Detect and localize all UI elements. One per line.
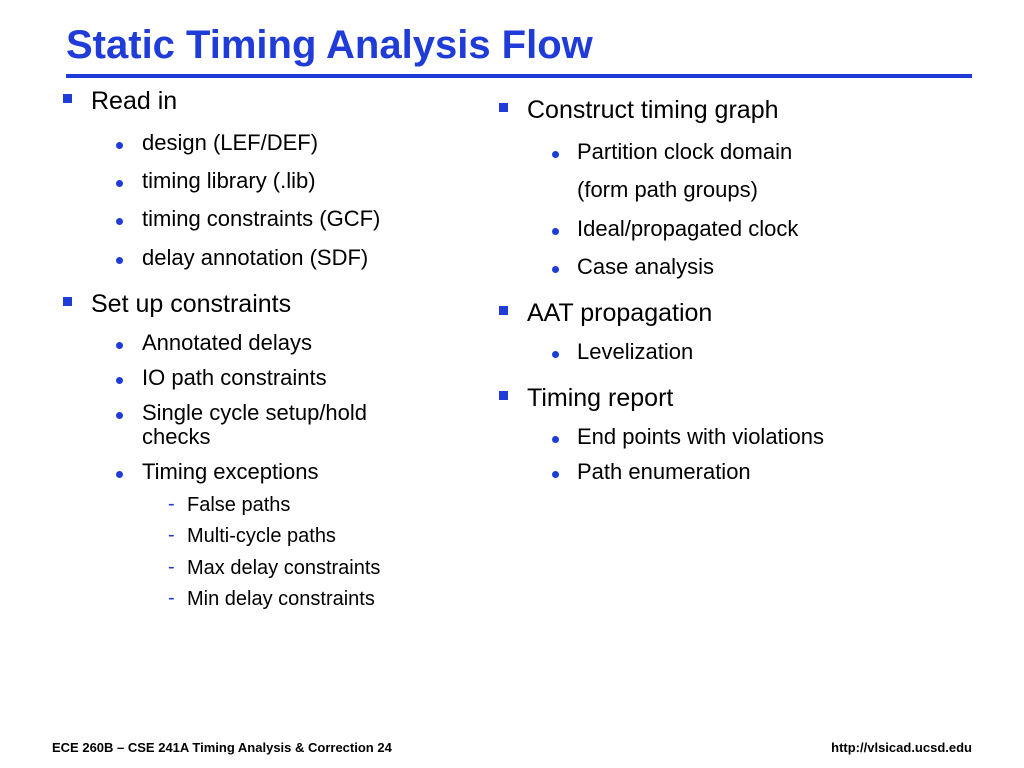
list-item: Annotated delays	[142, 330, 313, 355]
round-bullet-icon	[552, 151, 559, 158]
round-bullet-icon	[116, 377, 123, 384]
list-item: Path enumeration	[577, 459, 751, 484]
dash-bullet-icon: -	[168, 587, 175, 609]
square-bullet-icon	[499, 391, 508, 400]
list-item-continuation: checks	[142, 424, 211, 449]
sub-list-item: False paths	[187, 494, 291, 516]
round-bullet-icon	[552, 436, 559, 443]
slide-title: Static Timing Analysis Flow	[66, 23, 593, 67]
sub-list-item: Multi-cycle paths	[187, 525, 336, 547]
sub-list-item: Min delay constraints	[187, 588, 375, 610]
list-item: design (LEF/DEF)	[142, 130, 319, 155]
dash-bullet-icon: -	[168, 493, 175, 515]
bullet-aat-propagation: AAT propagation	[527, 299, 713, 327]
round-bullet-icon	[116, 471, 123, 478]
round-bullet-icon	[116, 180, 123, 187]
list-item: IO path constraints	[142, 365, 327, 390]
bullet-construct-timing-graph: Construct timing graph	[527, 96, 779, 124]
title-underline	[66, 74, 972, 78]
square-bullet-icon	[63, 94, 72, 103]
dash-bullet-icon: -	[168, 556, 175, 578]
round-bullet-icon	[552, 266, 559, 273]
round-bullet-icon	[552, 228, 559, 235]
square-bullet-icon	[499, 103, 508, 112]
square-bullet-icon	[63, 297, 72, 306]
list-item: Ideal/propagated clock	[577, 216, 799, 241]
round-bullet-icon	[116, 412, 123, 419]
square-bullet-icon	[499, 306, 508, 315]
footer-url: http://vlsicad.ucsd.edu	[831, 740, 972, 755]
dash-bullet-icon: -	[168, 524, 175, 546]
list-item: timing constraints (GCF)	[142, 206, 381, 231]
bullet-timing-report: Timing report	[527, 384, 674, 412]
list-item: delay annotation (SDF)	[142, 245, 369, 270]
list-item: Single cycle setup/hold	[142, 400, 368, 425]
round-bullet-icon	[552, 351, 559, 358]
round-bullet-icon	[116, 342, 123, 349]
sub-list-item: Max delay constraints	[187, 557, 381, 579]
round-bullet-icon	[552, 471, 559, 478]
list-item: Timing exceptions	[142, 459, 319, 484]
footer-course-label: ECE 260B – CSE 241A Timing Analysis & Correction 24	[52, 740, 392, 755]
list-item-continuation: (form path groups)	[577, 177, 758, 202]
list-item: End points with violations	[577, 424, 825, 449]
round-bullet-icon	[116, 218, 123, 225]
round-bullet-icon	[116, 142, 123, 149]
bullet-set-up-constraints: Set up constraints	[91, 290, 292, 318]
list-item: Partition clock domain	[577, 139, 793, 164]
list-item: Levelization	[577, 339, 694, 364]
round-bullet-icon	[116, 257, 123, 264]
list-item: Case analysis	[577, 254, 714, 279]
list-item: timing library (.lib)	[142, 168, 316, 193]
bullet-read-in: Read in	[91, 87, 178, 115]
